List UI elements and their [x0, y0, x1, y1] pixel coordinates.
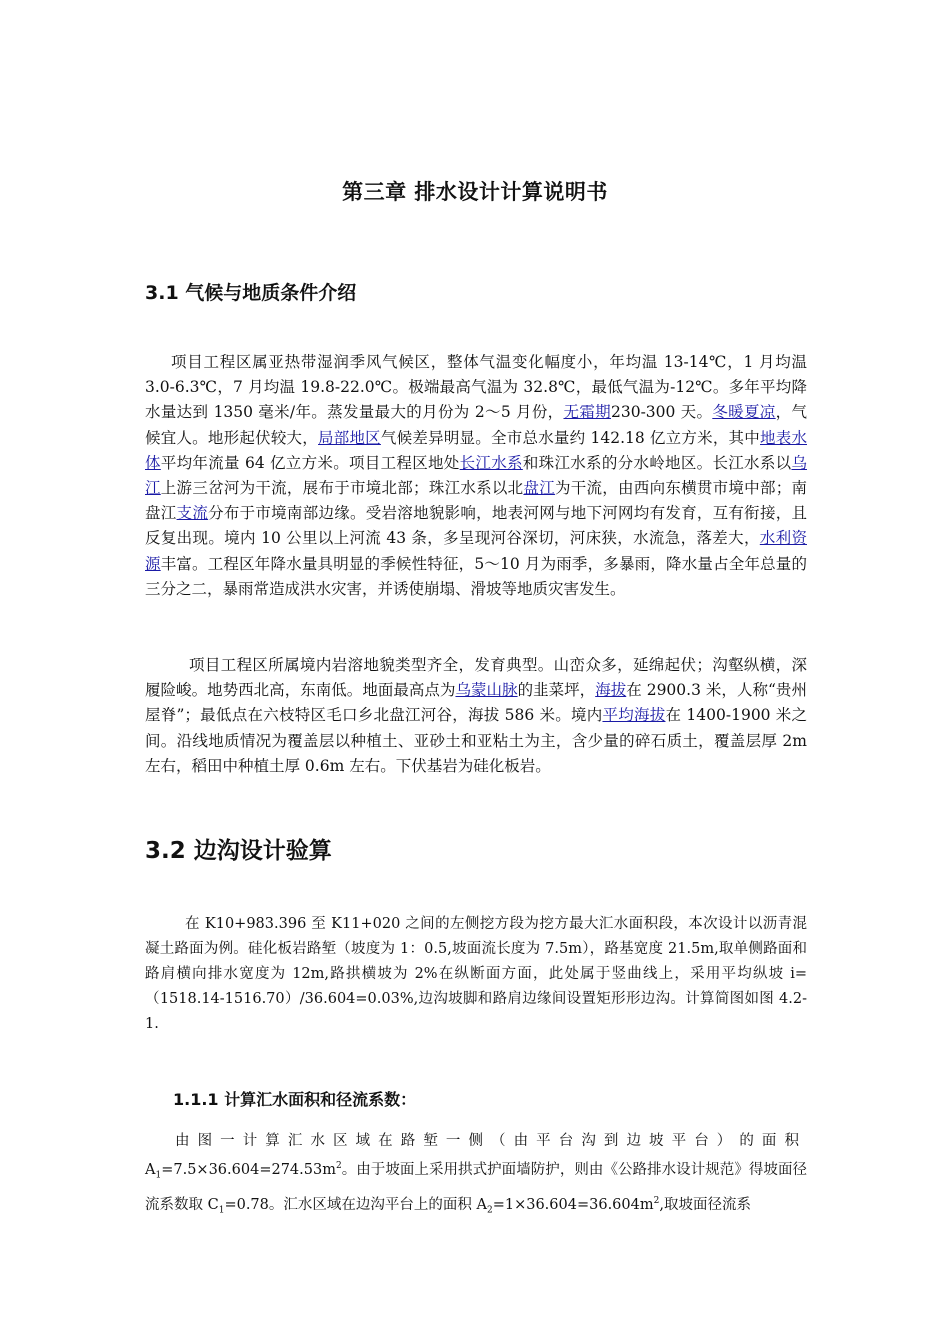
text-run: =0.78。汇水区域在边沟平台上的面积 A — [224, 1196, 487, 1213]
subsection-heading: 1.1.1 计算汇水面积和径流系数： — [173, 1090, 417, 1109]
subscript: 1 — [218, 1205, 225, 1216]
link-frost-free-period[interactable]: 无霜期 — [563, 403, 611, 422]
paragraph-geology — [145, 653, 807, 779]
text-run: 丰富。工程区年降水量具明显的季候性特征，5～10 月为雨季，多暴雨，降水量占全年总量的三分之二，暴雨常造成洪水灾害，并诱使崩塌、滑坡等地质灾害发生。 — [145, 554, 807, 598]
link-altitude[interactable]: 海拔 — [595, 681, 627, 700]
text-run: 230-300 天。 — [610, 403, 713, 422]
link-yangtze-system[interactable]: 长江水系 — [459, 453, 523, 472]
link-warm-winter[interactable]: 冬暖夏凉 — [712, 403, 776, 422]
text-run: =1×36.604=36.604m — [492, 1196, 654, 1213]
text-run: A — [145, 1161, 156, 1178]
link-water-resources[interactable]: 水利资源 — [145, 529, 807, 573]
text-run: 在 2900.3 米，人称“贵州屋脊”；最低点在六枝特区毛口乡北盘江河谷，海拔 586 米。境内 — [145, 681, 807, 725]
subscript: 1 — [155, 1170, 162, 1181]
text-run: 气候差异明显。全市总水量约 142.18 亿立方米，其中 — [380, 428, 761, 447]
text-run: 分布于市境南部边缘。受岩溶地貌影响，地表河网与地下河网均有发育，互有衔接，且反复出现。境内 10 公里以上河流 43 条，多呈现河谷深切，河床狭，水流急，落差大， — [145, 504, 807, 548]
section-heading-climate: 3.1 气候与地质条件介绍 — [145, 282, 357, 304]
text-run: 为干流，由西向东横贯市境中部；南盘江 — [145, 479, 807, 523]
text-run: 在 1400-1900 米之间。沿线地质情况为覆盖层以种植土、亚砂土和亚粘土为主，含少量的碎石质土，覆盖层厚 2m 左右，稻田中种植土厚 0.6m 左右。下伏基岩为硅化板岩。 — [145, 706, 807, 775]
link-average-altitude[interactable]: 平均海拔 — [602, 706, 666, 725]
text-run: 项目工程区属亚热带湿润季风气候区，整体气温变化幅度小，年均温 13-14℃，1 月均温 3.0-6.3℃，7 月均温 19.8-22.0℃。极端最高气温为 32.8℃，最低气温为-12℃。多年平均降水量达到 1350 毫米/年。蒸发量最大的月份为 2～5 月份， — [145, 353, 807, 422]
link-wujiang[interactable]: 乌江 — [145, 453, 807, 498]
text-run: 和珠江水系的分水岭地区。长江水系以 — [522, 453, 792, 472]
paragraph-climate — [145, 350, 807, 602]
link-local-area[interactable]: 局部地区 — [318, 428, 381, 447]
superscript: 2 — [653, 1195, 660, 1206]
text-run: 上游三岔河为干流，展布于市境北部；珠江水系以北 — [160, 479, 524, 498]
link-panjiang[interactable]: 盘江 — [523, 479, 555, 498]
subscript: 2 — [486, 1205, 493, 1216]
text-run: 。由于坡面上采用拱式护面墙防护，则由《公路排水设计规范》得坡面径流系数取 C — [145, 1161, 807, 1213]
superscript: 2 — [335, 1161, 342, 1171]
section-heading-ditch-design: 3.2 边沟设计验算 — [145, 838, 332, 864]
text-run: 的韭菜坪， — [517, 681, 596, 700]
text-run: =7.5×36.604=274.53m — [161, 1161, 336, 1178]
link-tributary[interactable]: 支流 — [176, 504, 209, 523]
text-run: ，气候宜人。地形起伏较大， — [145, 403, 807, 447]
paragraph-catchment-area — [145, 1129, 807, 1223]
link-wumeng-mountains[interactable]: 乌蒙山脉 — [455, 681, 518, 700]
text-run: 由图一计算汇水区域在路堑一侧（由平台沟到边坡平台）的面积 — [175, 1133, 807, 1149]
paragraph-ditch-design: 在 K10+983.396 至 K11+020 之间的左侧挖方段为挖方最大汇水面积段，本次设计以沥青混凝土路面为例。硅化板岩路堑（坡度为 1：0.5,坡面流长度为 7.5m），路基宽度 21.5m,取单侧路面和路肩横向排水宽度为 12m,路拱横坡为 2%在纵断面方面，此处属于竖曲线上，采用平均纵坡 i=（1518.14-1516.70）/36.604=0.03%,边沟坡脚和路肩边缘间设置矩形形边沟。计算简图如图 4.2-1. — [145, 916, 807, 1032]
text-run: 项目工程区所属境内岩溶地貌类型齐全，发育典型。山峦众多，延绵起伏；沟壑纵横，深履险峻。地势西北高，东南低。地面最高点为 — [145, 656, 807, 700]
link-surface-water[interactable]: 地表水体 — [145, 428, 807, 472]
text-run: 平均年流量 64 亿立方米。项目工程区地处 — [160, 453, 460, 472]
chapter-title: 第三章 排水设计计算说明书 — [342, 180, 608, 204]
text-run: ,取坡面径流系 — [659, 1196, 751, 1213]
